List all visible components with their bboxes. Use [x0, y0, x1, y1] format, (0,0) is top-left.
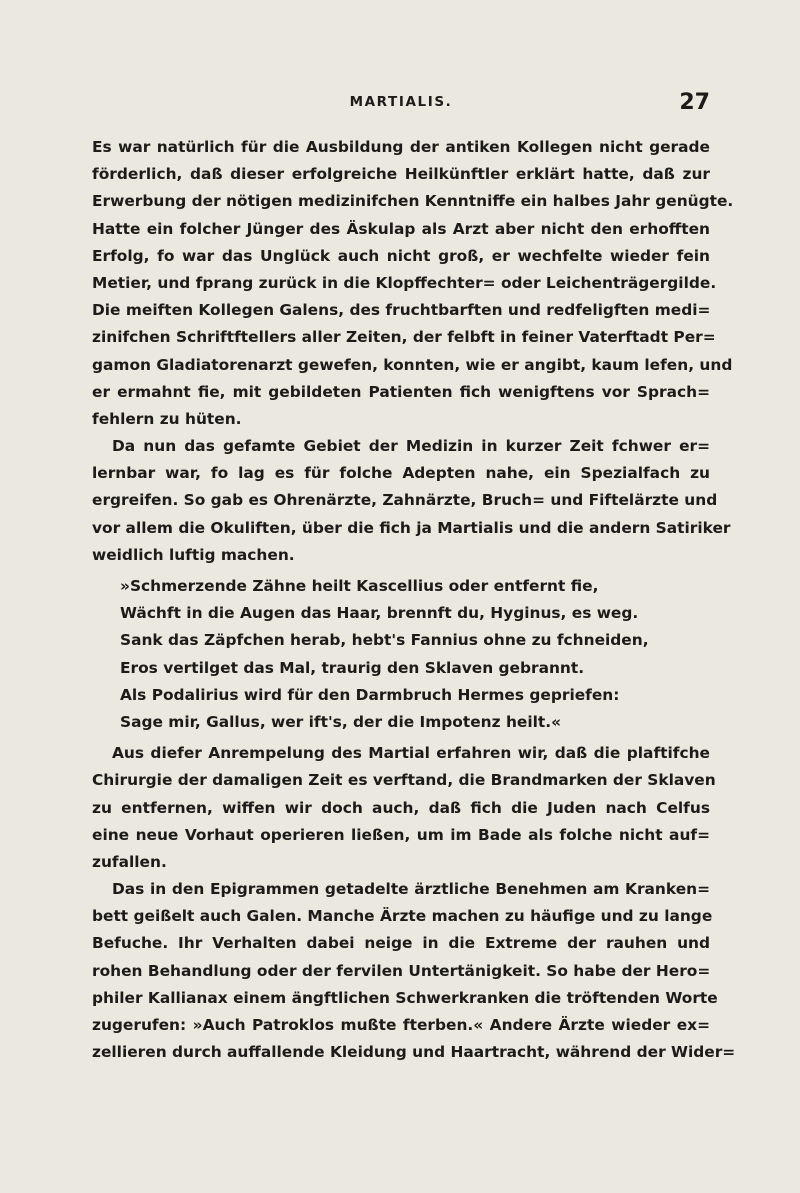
paragraph-4: [92, 876, 736, 1066]
paragraph-3: [92, 740, 716, 876]
text-line: zu entfernen, wiffen wir doch auch, daß fich die Juden nach Celfus: [92, 798, 710, 817]
text-line: philer Kallianax einem ängftlichen Schwerkranken die tröftenden Worte: [92, 988, 718, 1007]
text-line: förderlich, daß dieser erfolgreiche Heilkünftler erklärt hatte, daß zur: [92, 165, 710, 184]
text-line: Erfolg, fo war das Unglück auch nicht groß, er wechfelte wieder fein: [92, 246, 710, 265]
text-line: Metier, und fprang zurück in die Klopffechter= oder Leichenträgergilde.: [92, 273, 717, 292]
text-line: Die meiften Kollegen Galens, des fruchtbarften und redfeligften medi=: [92, 301, 711, 320]
text-line: Chirurgie der damaligen Zeit es verftand, die Brandmarken der Sklaven: [92, 771, 716, 790]
body-text: [92, 134, 736, 1066]
page-header: [92, 90, 710, 118]
paragraph-1: [92, 134, 734, 433]
text-line: lernbar war, fo lag es für folche Adepten nahe, ein Spezialfach zu: [92, 464, 710, 483]
text-line: er ermahnt fie, mit gebildeten Patienten fich wenigftens vor Sprach=: [92, 382, 710, 401]
text-line: gamon Gladiatorenarzt gewefen, konnten, wie er angibt, kaum lefen, und: [92, 355, 733, 374]
verse-line: Eros vertilget das Mal, traurig den Sklaven gebrannt.: [120, 658, 585, 677]
text-line: Aus diefer Anrempelung des Martial erfahren wir, daß die plaftifche: [112, 744, 710, 763]
verse-line: Sank das Zäpfchen herab, hebt's Fannius ohne zu fchneiden,: [120, 631, 649, 650]
paragraph-2: [92, 433, 731, 569]
text-line: vor allem die Okuliften, über die fich ja Martialis und die andern Satiriker: [92, 518, 731, 537]
text-line: Befuche. Ihr Verhalten dabei neige in die Extreme der rauhen und: [92, 934, 710, 953]
verse-line: Wächft in die Augen das Haar, brennft du, Hyginus, es weg.: [120, 604, 639, 623]
text-line: weidlich luftig machen.: [92, 545, 295, 564]
text-line: bett geißelt auch Galen. Manche Ärzte machen zu häufige und zu lange: [92, 907, 713, 926]
verse-line: Als Podalirius wird für den Darmbruch Hermes gepriefen:: [120, 685, 620, 704]
verse-line: Sage mir, Gallus, wer ift's, der die Impotenz heilt.«: [120, 712, 562, 731]
text-line: Da nun das gefamte Gebiet der Medizin in kurzer Zeit fchwer er=: [112, 437, 710, 456]
text-line: rohen Behandlung oder der fervilen Untertänigkeit. So habe der Hero=: [92, 961, 711, 980]
text-line: Es war natürlich für die Ausbildung der antiken Kollegen nicht gerade: [92, 138, 710, 156]
text-line: fehlern zu hüten.: [92, 409, 242, 428]
verse-quotation: [92, 573, 710, 736]
text-line: zinifchen Schriftftellers aller Zeiten, der felbft in feiner Vaterftadt Per=: [92, 328, 716, 347]
page-number: 27: [679, 90, 710, 115]
text-line: ergreifen. So gab es Ohrenärzte, Zahnärzte, Bruch= und Fiftelärzte und: [92, 491, 718, 510]
text-line: zugerufen: »Auch Patroklos mußte fterben.« Andere Ärzte wieder ex=: [92, 1016, 710, 1034]
text-line: zellieren durch auffallende Kleidung und Haartracht, während der Wider=: [92, 1043, 736, 1062]
verse-line: »Schmerzende Zähne heilt Kascellius oder entfernt fie,: [120, 577, 599, 595]
text-line: Erwerbung der nötigen medizinifchen Kenntniffe ein halbes Jahr genügte.: [92, 192, 734, 211]
text-line: Das in den Epigrammen getadelte ärztliche Benehmen am Kranken=: [112, 880, 710, 899]
running-title: MARTIALIS.: [349, 94, 453, 110]
text-line: Hatte ein folcher Jünger des Äskulap als Arzt aber nicht den erhofften: [92, 219, 710, 238]
text-line: zufallen.: [92, 852, 167, 871]
text-line: eine neue Vorhaut operieren ließen, um im Bade als folche nicht auf=: [92, 825, 710, 844]
